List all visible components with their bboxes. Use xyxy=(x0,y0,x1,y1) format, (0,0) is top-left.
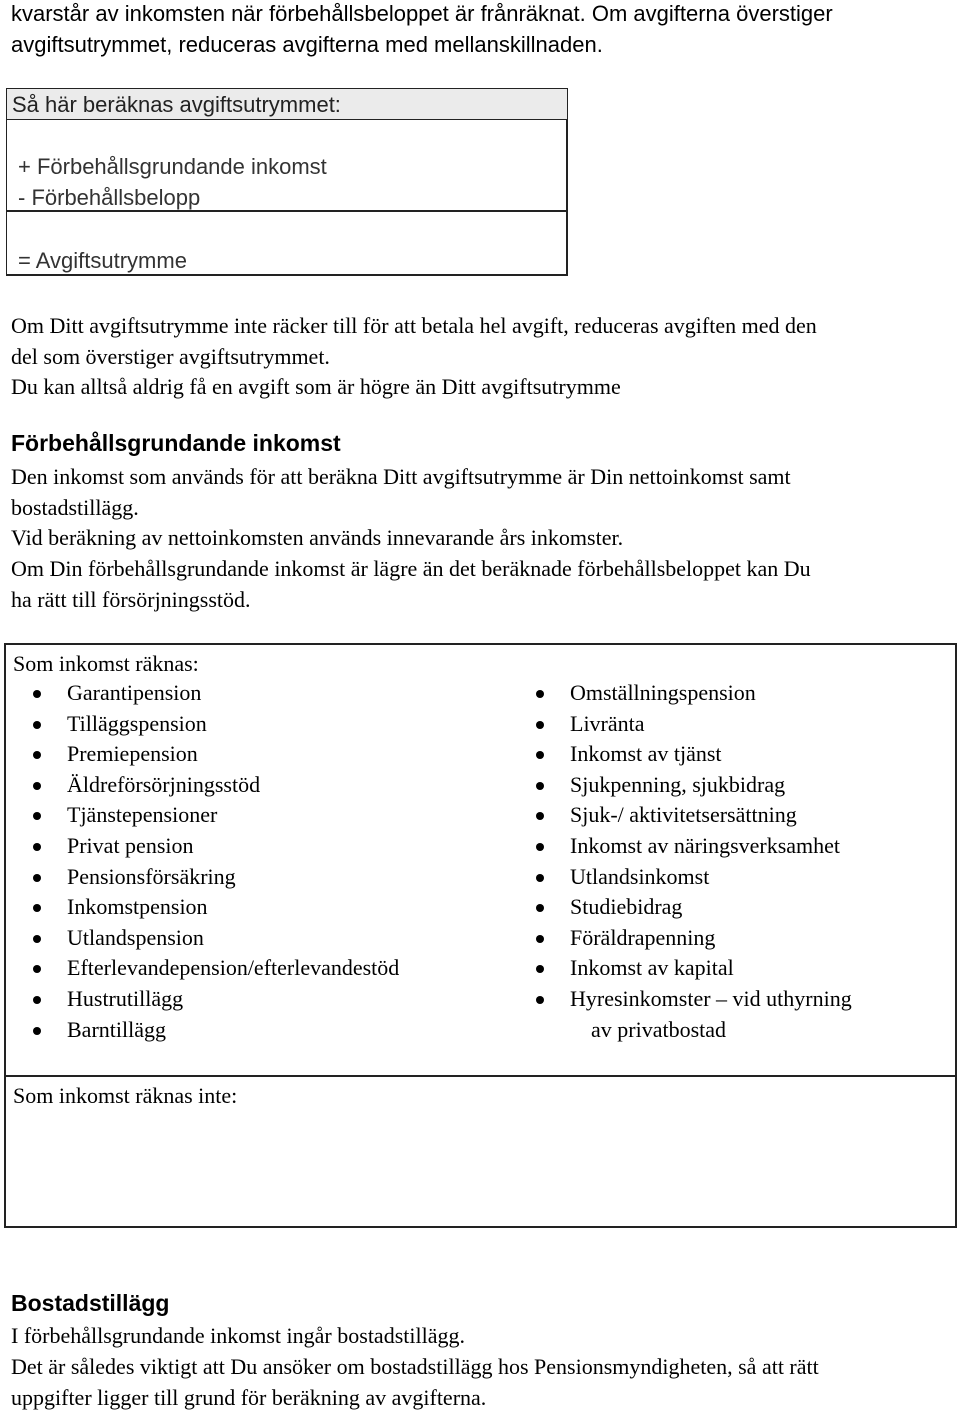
calculation-box xyxy=(6,88,568,276)
section1-line-4: Om Din förbehållsgrundande inkomst är lägre än det beräknade förbehållsbeloppet kan Du xyxy=(11,556,811,581)
list-item: Äldreförsörjningsstöd xyxy=(67,771,261,797)
list-item: av privatbostad xyxy=(591,1016,727,1042)
bullet-icon xyxy=(536,904,544,912)
calculation-result: = Avgiftsutrymme xyxy=(18,248,187,273)
section1-line-2: bostadstillägg. xyxy=(11,495,139,520)
intro-line-2: avgiftsutrymmet, reduceras avgifterna med mellanskillnaden. xyxy=(11,32,603,57)
list-item: Livränta xyxy=(570,710,645,736)
list-item: Sjukpenning, sjukbidrag xyxy=(570,771,786,797)
bullet-icon xyxy=(33,782,41,790)
calculation-row-reservation: - Förbehållsbelopp xyxy=(18,185,201,210)
bullet-icon xyxy=(536,751,544,759)
calculation-row-income: + Förbehållsgrundande inkomst xyxy=(18,154,327,179)
bullet-icon xyxy=(33,935,41,943)
bullet-icon xyxy=(536,935,544,943)
list-item: Tjänstepensioner xyxy=(67,802,218,828)
bullet-icon xyxy=(33,690,41,698)
section-heading-housing-supplement: Bostadstillägg xyxy=(11,1290,170,1316)
list-item: Privat pension xyxy=(67,833,194,858)
bullet-icon xyxy=(33,965,41,973)
bullet-icon xyxy=(33,843,41,851)
list-item: Garantipension xyxy=(67,680,202,705)
list-item: Utlandspension xyxy=(67,924,204,950)
bullet-icon xyxy=(33,1027,41,1035)
income-table xyxy=(4,643,957,1228)
list-item: Premiepension xyxy=(67,741,198,767)
not-counted-heading: Som inkomst räknas inte: xyxy=(13,1083,238,1108)
list-item: Pensionsförsäkring xyxy=(67,863,236,889)
paragraph1-line-1: Om Ditt avgiftsutrymme inte räcker till för att betala hel avgift, reduceras avgiften med den xyxy=(11,313,817,338)
bullet-icon xyxy=(536,874,544,882)
list-item: Tilläggspension xyxy=(67,710,207,736)
list-item: Inkomstpension xyxy=(67,894,208,920)
bullet-icon xyxy=(536,965,544,973)
calculation-title: Så här beräknas avgiftsutrymmet: xyxy=(12,92,341,117)
section-heading-income: Förbehållsgrundande inkomst xyxy=(11,430,341,456)
bullet-icon xyxy=(536,843,544,851)
list-item: Föräldrapenning xyxy=(570,924,716,950)
list-item: Inkomst av näringsverksamhet xyxy=(570,833,841,858)
list-item: Inkomst av tjänst xyxy=(570,741,722,767)
bullet-icon xyxy=(536,812,544,820)
bullet-icon xyxy=(536,782,544,790)
bullet-icon xyxy=(33,904,41,912)
paragraph1-line-2: del som överstiger avgiftsutrymmet. xyxy=(11,344,330,369)
section1-line-5: ha rätt till försörjningsstöd. xyxy=(11,587,251,612)
list-item: Inkomst av kapital xyxy=(570,955,734,981)
list-item: Hustrutillägg xyxy=(67,986,184,1011)
paragraph1-line-3: Du kan alltså aldrig få en avgift som är högre än Ditt avgiftsutrymme xyxy=(11,374,621,399)
bullet-icon xyxy=(536,690,544,698)
bullet-icon xyxy=(33,751,41,759)
bullet-icon xyxy=(536,996,544,1004)
list-item: Utlandsinkomst xyxy=(570,863,710,889)
list-item: Studiebidrag xyxy=(570,894,683,920)
list-item: Sjuk-/ aktivitetsersättning xyxy=(570,802,797,828)
bullet-icon xyxy=(33,721,41,729)
list-item: Hyresinkomster – vid uthyrning xyxy=(570,986,852,1011)
list-item: Barntillägg xyxy=(67,1016,166,1042)
section2-line-1: I förbehållsgrundande inkomst ingår bostadstillägg. xyxy=(11,1323,465,1348)
list-item: Efterlevandepension/efterlevandestöd xyxy=(67,955,400,981)
income-table-separator xyxy=(6,1075,955,1077)
section1-line-3: Vid beräkning av nettoinkomsten används innevarande års inkomster. xyxy=(11,525,624,550)
bullet-icon xyxy=(33,996,41,1004)
section2-line-2: Det är således viktigt att Du ansöker om bostadstillägg hos Pensionsmyndigheten, så att rätt xyxy=(11,1354,819,1379)
section2-line-3: uppgifter ligger till grund för beräkning av avgifterna. xyxy=(11,1385,487,1410)
bullet-icon xyxy=(33,874,41,882)
section1-line-1: Den inkomst som används för att beräkna Ditt avgiftsutrymme är Din nettoinkomst samt xyxy=(11,464,791,489)
bullet-icon xyxy=(536,721,544,729)
bullet-icon xyxy=(33,812,41,820)
intro-line-1: kvarstår av inkomsten när förbehållsbeloppet är frånräknat. Om avgifterna överstiger xyxy=(11,1,833,26)
list-item: Omställningspension xyxy=(570,680,756,705)
counted-heading: Som inkomst räknas: xyxy=(13,651,199,676)
